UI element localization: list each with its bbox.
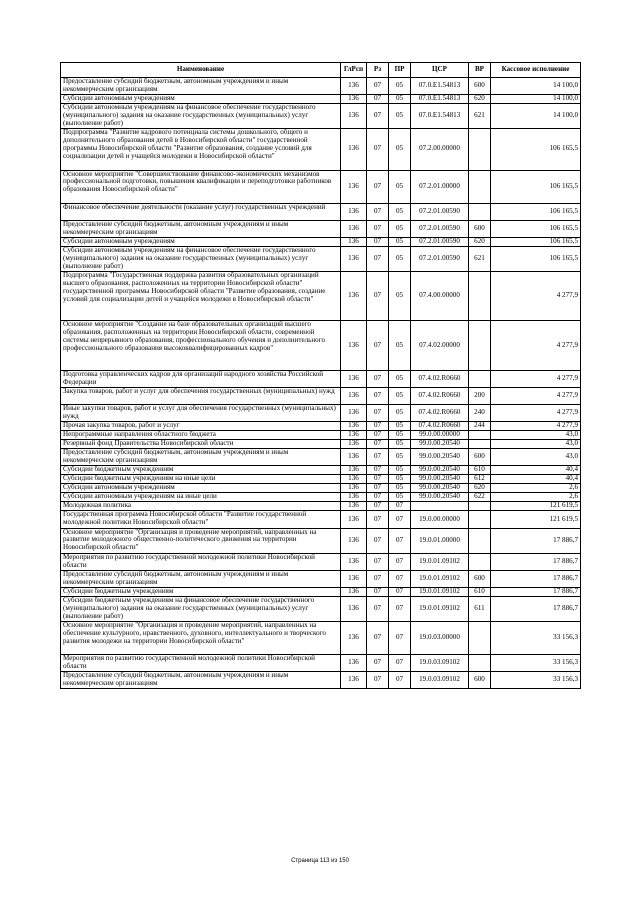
cell-csr: 19.0.01.09102 bbox=[411, 596, 469, 621]
cell-amount: 33 156,3 bbox=[491, 672, 581, 689]
cell-vr: 620 bbox=[469, 95, 491, 104]
cell-glrsp: 136 bbox=[341, 170, 367, 203]
cell-name: Непрограммные направления областного бюджета bbox=[61, 431, 341, 440]
cell-rz: 07 bbox=[367, 220, 389, 237]
cell-pr: 07 bbox=[389, 587, 411, 596]
cell-glrsp: 136 bbox=[341, 655, 367, 672]
cell-csr: 07.2.01.00590 bbox=[411, 246, 469, 271]
cell-amount: 121 619,5 bbox=[491, 502, 581, 511]
cell-name: Подпрограмма "Развитие кадрового потенциала системы дошкольного, общего и дополнительного образования детей в Новосибирской области" государственной программы Новосибирской области "Развитие образования, создание условий для социализации детей и учащейся молодежи в Новосибирской области" bbox=[61, 129, 341, 170]
cell-rz: 07 bbox=[367, 655, 389, 672]
cell-amount: 106 165,5 bbox=[491, 170, 581, 203]
cell-rz: 07 bbox=[367, 570, 389, 587]
cell-vr: 612 bbox=[469, 475, 491, 484]
cell-csr: 19.0.03.00000 bbox=[411, 622, 469, 655]
cell-pr: 05 bbox=[389, 321, 411, 370]
cell-vr: 200 bbox=[469, 387, 491, 404]
cell-pr: 05 bbox=[389, 246, 411, 271]
table-row bbox=[61, 570, 581, 587]
cell-csr: 07.0.E1.54813 bbox=[411, 95, 469, 104]
cell-csr: 19.0.01.00000 bbox=[411, 528, 469, 553]
cell-glrsp: 136 bbox=[341, 431, 367, 440]
table-row bbox=[61, 421, 581, 430]
cell-amount: 106 165,5 bbox=[491, 129, 581, 170]
cell-glrsp: 136 bbox=[341, 502, 367, 511]
header-rz: Рз bbox=[367, 63, 389, 78]
cell-vr: 620 bbox=[469, 237, 491, 246]
cell-glrsp: 136 bbox=[341, 672, 367, 689]
cell-rz: 07 bbox=[367, 502, 389, 511]
cell-name: Предоставление субсидий бюджетным, автономным учреждениям и иным некоммерческим организациям bbox=[61, 78, 341, 95]
cell-pr: 07 bbox=[389, 528, 411, 553]
cell-vr: 600 bbox=[469, 449, 491, 466]
table-row bbox=[61, 78, 581, 95]
budget-table-container bbox=[60, 62, 580, 689]
cell-name: Молодежная политика bbox=[61, 502, 341, 511]
table-row bbox=[61, 493, 581, 502]
cell-name: Основное мероприятие "Организация и проведение мероприятий, направленных на обеспечение культурного, нравственного, духовного, интеллектуального и творческого развития молодежи на территории Новосибирской области" bbox=[61, 622, 341, 655]
cell-glrsp: 136 bbox=[341, 511, 367, 528]
cell-glrsp: 136 bbox=[341, 449, 367, 466]
cell-amount: 43,0 bbox=[491, 449, 581, 466]
cell-amount: 43,0 bbox=[491, 431, 581, 440]
cell-vr bbox=[469, 272, 491, 321]
cell-csr: 19.0.01.09102 bbox=[411, 553, 469, 570]
header-csr: ЦСР bbox=[411, 63, 469, 78]
cell-amount: 121 619,5 bbox=[491, 511, 581, 528]
cell-csr: 19.0.03.09102 bbox=[411, 655, 469, 672]
cell-glrsp: 136 bbox=[341, 528, 367, 553]
cell-csr: 99.0.00.20540 bbox=[411, 484, 469, 493]
cell-glrsp: 136 bbox=[341, 104, 367, 129]
cell-glrsp: 136 bbox=[341, 78, 367, 95]
header-amount: Кассовое исполнение bbox=[491, 63, 581, 78]
cell-rz: 07 bbox=[367, 387, 389, 404]
cell-vr bbox=[469, 622, 491, 655]
cell-glrsp: 136 bbox=[341, 203, 367, 220]
cell-name: Субсидии автономным учреждениям bbox=[61, 484, 341, 493]
table-row bbox=[61, 596, 581, 621]
cell-name: Субсидии бюджетным учреждениям на финансовое обеспечение государственного (муниципального) задания на оказание государственных (муниципальных) услуг (выполнение работ) bbox=[61, 596, 341, 621]
table-row bbox=[61, 672, 581, 689]
table-row bbox=[61, 587, 581, 596]
table-row bbox=[61, 502, 581, 511]
table-row bbox=[61, 622, 581, 655]
cell-rz: 07 bbox=[367, 421, 389, 430]
cell-amount: 4 277,9 bbox=[491, 272, 581, 321]
cell-amount: 4 277,9 bbox=[491, 404, 581, 421]
cell-name: Предоставление субсидий бюджетным, автономным учреждениям и иным некоммерческим организациям bbox=[61, 570, 341, 587]
cell-csr: 19.0.03.09102 bbox=[411, 672, 469, 689]
cell-name: Подготовка управленческих кадров для организаций народного хозяйства Российской Федерации bbox=[61, 370, 341, 387]
cell-glrsp: 136 bbox=[341, 220, 367, 237]
cell-amount: 14 100,0 bbox=[491, 78, 581, 95]
cell-pr: 05 bbox=[389, 431, 411, 440]
cell-pr: 05 bbox=[389, 95, 411, 104]
cell-rz: 07 bbox=[367, 78, 389, 95]
table-row bbox=[61, 431, 581, 440]
cell-vr bbox=[469, 370, 491, 387]
cell-vr: 600 bbox=[469, 570, 491, 587]
cell-vr: 611 bbox=[469, 596, 491, 621]
table-row bbox=[61, 466, 581, 475]
cell-rz: 07 bbox=[367, 596, 389, 621]
table-row bbox=[61, 170, 581, 203]
cell-amount: 106 165,5 bbox=[491, 246, 581, 271]
cell-amount: 17 886,7 bbox=[491, 553, 581, 570]
cell-name: Иные закупки товаров, работ и услуг для обеспечения государственных (муниципальных) нужд bbox=[61, 404, 341, 421]
cell-pr: 05 bbox=[389, 170, 411, 203]
cell-pr: 07 bbox=[389, 553, 411, 570]
cell-amount: 106 165,5 bbox=[491, 237, 581, 246]
cell-amount: 33 156,3 bbox=[491, 622, 581, 655]
table-row bbox=[61, 449, 581, 466]
table-row bbox=[61, 370, 581, 387]
table-row bbox=[61, 387, 581, 404]
cell-vr bbox=[469, 170, 491, 203]
cell-name: Предоставление субсидий бюджетным, автономным учреждениям и иным некоммерческим организациям bbox=[61, 449, 341, 466]
table-row bbox=[61, 272, 581, 321]
table-row bbox=[61, 528, 581, 553]
cell-csr: 19.0.01.09102 bbox=[411, 570, 469, 587]
table-header-row bbox=[61, 63, 581, 78]
cell-glrsp: 136 bbox=[341, 484, 367, 493]
table-row bbox=[61, 484, 581, 493]
cell-pr: 07 bbox=[389, 622, 411, 655]
header-vr: ВР bbox=[469, 63, 491, 78]
cell-vr: 610 bbox=[469, 587, 491, 596]
cell-glrsp: 136 bbox=[341, 570, 367, 587]
cell-amount: 17 886,7 bbox=[491, 570, 581, 587]
cell-rz: 07 bbox=[367, 404, 389, 421]
cell-glrsp: 136 bbox=[341, 272, 367, 321]
table-row bbox=[61, 475, 581, 484]
table-row bbox=[61, 203, 581, 220]
cell-rz: 07 bbox=[367, 622, 389, 655]
cell-vr bbox=[469, 431, 491, 440]
cell-amount: 17 886,7 bbox=[491, 587, 581, 596]
cell-rz: 07 bbox=[367, 466, 389, 475]
cell-rz: 07 bbox=[367, 246, 389, 271]
cell-pr: 05 bbox=[389, 104, 411, 129]
cell-csr: 07.2.01.00590 bbox=[411, 220, 469, 237]
cell-glrsp: 136 bbox=[341, 370, 367, 387]
cell-vr: 240 bbox=[469, 404, 491, 421]
cell-amount: 40,4 bbox=[491, 475, 581, 484]
cell-rz: 07 bbox=[367, 553, 389, 570]
cell-name: Государственная программа Новосибирской области "Развитие государственной молодежной политики Новосибирской области" bbox=[61, 511, 341, 528]
cell-csr: 07.4.02.R0660 bbox=[411, 387, 469, 404]
cell-name: Субсидии автономным учреждениям на иные цели bbox=[61, 493, 341, 502]
cell-glrsp: 136 bbox=[341, 321, 367, 370]
cell-vr: 600 bbox=[469, 672, 491, 689]
cell-glrsp: 136 bbox=[341, 246, 367, 271]
cell-glrsp: 136 bbox=[341, 553, 367, 570]
cell-rz: 07 bbox=[367, 475, 389, 484]
cell-vr: 600 bbox=[469, 220, 491, 237]
cell-name: Прочая закупка товаров, работ и услуг bbox=[61, 421, 341, 430]
cell-csr: 99.0.00.20540 bbox=[411, 493, 469, 502]
cell-csr: 99.0.00.20540 bbox=[411, 440, 469, 449]
cell-csr: 99.0.00.00000 bbox=[411, 431, 469, 440]
cell-name: Предоставление субсидий бюджетным, автономным учреждениям и иным некоммерческим организациям bbox=[61, 220, 341, 237]
cell-pr: 05 bbox=[389, 203, 411, 220]
cell-vr bbox=[469, 129, 491, 170]
cell-vr: 610 bbox=[469, 466, 491, 475]
cell-pr: 05 bbox=[389, 449, 411, 466]
cell-vr: 244 bbox=[469, 421, 491, 430]
cell-csr: 07.4.02.R0660 bbox=[411, 370, 469, 387]
cell-rz: 07 bbox=[367, 484, 389, 493]
cell-csr: 07.2.01.00590 bbox=[411, 203, 469, 220]
cell-name: Субсидии бюджетным учреждениям bbox=[61, 587, 341, 596]
cell-csr: 07.4.02.00000 bbox=[411, 321, 469, 370]
table-row bbox=[61, 404, 581, 421]
cell-glrsp: 136 bbox=[341, 95, 367, 104]
cell-pr: 05 bbox=[389, 129, 411, 170]
cell-csr: 19.0.00.00000 bbox=[411, 511, 469, 528]
cell-vr bbox=[469, 511, 491, 528]
cell-rz: 07 bbox=[367, 672, 389, 689]
cell-name: Подпрограмма "Государственная поддержка развития образовательных организаций высшего образования, расположенных на территории Новосибирской области" государственной программы Новосибирской области "Развитие образования, создание условий для социализации детей и учащейся молодежи в Новосибирской области" bbox=[61, 272, 341, 321]
cell-amount: 43,0 bbox=[491, 440, 581, 449]
table-row bbox=[61, 321, 581, 370]
cell-name: Основное мероприятие "Организация и проведение мероприятий, направленных на развитие молодежного общественно-политического движения на территории Новосибирской области" bbox=[61, 528, 341, 553]
cell-name: Мероприятия по развитию государственной молодежной политики Новосибирской области bbox=[61, 553, 341, 570]
cell-name: Субсидии автономным учреждениям bbox=[61, 95, 341, 104]
cell-amount: 17 886,7 bbox=[491, 596, 581, 621]
cell-pr: 05 bbox=[389, 440, 411, 449]
cell-amount: 4 277,9 bbox=[491, 321, 581, 370]
cell-name: Мероприятия по развитию государственной молодежной политики Новосибирской области bbox=[61, 655, 341, 672]
cell-amount: 4 277,9 bbox=[491, 421, 581, 430]
cell-name: Резервный фонд Правительства Новосибирской области bbox=[61, 440, 341, 449]
table-row bbox=[61, 237, 581, 246]
cell-csr: 99.0.00.20540 bbox=[411, 466, 469, 475]
cell-name: Основное мероприятие "Совершенствование финансово-экономических механизмов профессиональной подготовки, повышения квалификации и переподготовки работников образования Новосибирской области" bbox=[61, 170, 341, 203]
cell-rz: 07 bbox=[367, 170, 389, 203]
cell-vr: 621 bbox=[469, 104, 491, 129]
cell-glrsp: 136 bbox=[341, 587, 367, 596]
table-row bbox=[61, 553, 581, 570]
cell-name: Субсидии автономным учреждениям на финансовое обеспечение государственного (муниципального) задания на оказание государственных (муниципальных) услуг (выполнение работ) bbox=[61, 246, 341, 271]
cell-csr: 07.2.01.00590 bbox=[411, 237, 469, 246]
cell-name: Предоставление субсидий бюджетным, автономным учреждениям и иным некоммерческим организациям bbox=[61, 672, 341, 689]
cell-pr: 05 bbox=[389, 493, 411, 502]
cell-vr bbox=[469, 502, 491, 511]
cell-glrsp: 136 bbox=[341, 466, 367, 475]
cell-csr: 07.0.E1.54813 bbox=[411, 78, 469, 95]
cell-glrsp: 136 bbox=[341, 493, 367, 502]
cell-pr: 05 bbox=[389, 78, 411, 95]
table-row bbox=[61, 511, 581, 528]
cell-pr: 07 bbox=[389, 655, 411, 672]
cell-vr bbox=[469, 655, 491, 672]
cell-name: Закупка товаров, работ и услуг для обеспечения государственных (муниципальных) нужд bbox=[61, 387, 341, 404]
cell-rz: 07 bbox=[367, 237, 389, 246]
cell-vr bbox=[469, 203, 491, 220]
cell-vr: 600 bbox=[469, 78, 491, 95]
cell-pr: 05 bbox=[389, 370, 411, 387]
cell-vr bbox=[469, 553, 491, 570]
cell-csr: 07.4.02.R0660 bbox=[411, 404, 469, 421]
cell-rz: 07 bbox=[367, 203, 389, 220]
cell-name: Субсидии бюджетным учреждениям на иные цели bbox=[61, 475, 341, 484]
cell-csr: 99.0.00.20540 bbox=[411, 449, 469, 466]
cell-rz: 07 bbox=[367, 493, 389, 502]
cell-pr: 05 bbox=[389, 237, 411, 246]
cell-vr bbox=[469, 528, 491, 553]
table-row bbox=[61, 246, 581, 271]
cell-name: Субсидии автономным учреждениям bbox=[61, 237, 341, 246]
table-row bbox=[61, 655, 581, 672]
cell-amount: 17 886,7 bbox=[491, 528, 581, 553]
cell-glrsp: 136 bbox=[341, 440, 367, 449]
cell-glrsp: 136 bbox=[341, 421, 367, 430]
cell-csr: 07.0.E1.54813 bbox=[411, 104, 469, 129]
cell-pr: 07 bbox=[389, 502, 411, 511]
cell-rz: 07 bbox=[367, 449, 389, 466]
cell-pr: 05 bbox=[389, 404, 411, 421]
cell-amount: 14 100,0 bbox=[491, 104, 581, 129]
cell-csr bbox=[411, 502, 469, 511]
cell-amount: 2,6 bbox=[491, 484, 581, 493]
cell-glrsp: 136 bbox=[341, 387, 367, 404]
cell-glrsp: 136 bbox=[341, 622, 367, 655]
cell-glrsp: 136 bbox=[341, 475, 367, 484]
cell-pr: 07 bbox=[389, 570, 411, 587]
cell-name: Основное мероприятие "Создание на базе образовательных организаций высшего образования, расположенных на территории Новосибирской области, современной системы непрерывного образования, профессионального обучения и дополнительного профессионального образования высококвалифицированных кадров" bbox=[61, 321, 341, 370]
cell-amount: 14 100,0 bbox=[491, 95, 581, 104]
cell-vr bbox=[469, 440, 491, 449]
cell-csr: 07.4.00.00000 bbox=[411, 272, 469, 321]
cell-csr: 99.0.00.20540 bbox=[411, 475, 469, 484]
cell-rz: 07 bbox=[367, 431, 389, 440]
cell-pr: 05 bbox=[389, 421, 411, 430]
cell-amount: 40,4 bbox=[491, 466, 581, 475]
budget-table bbox=[60, 62, 581, 689]
table-body bbox=[61, 78, 581, 689]
cell-pr: 07 bbox=[389, 596, 411, 621]
cell-amount: 106 165,5 bbox=[491, 220, 581, 237]
cell-pr: 05 bbox=[389, 466, 411, 475]
cell-glrsp: 136 bbox=[341, 404, 367, 421]
header-glrsp: ГлРсп bbox=[341, 63, 367, 78]
cell-vr: 622 bbox=[469, 493, 491, 502]
cell-amount: 106 165,5 bbox=[491, 203, 581, 220]
cell-rz: 07 bbox=[367, 370, 389, 387]
table-row bbox=[61, 104, 581, 129]
cell-pr: 07 bbox=[389, 511, 411, 528]
cell-pr: 05 bbox=[389, 484, 411, 493]
cell-csr: 07.4.02.R0660 bbox=[411, 421, 469, 430]
cell-pr: 05 bbox=[389, 272, 411, 321]
cell-pr: 07 bbox=[389, 672, 411, 689]
cell-vr bbox=[469, 321, 491, 370]
table-row bbox=[61, 220, 581, 237]
cell-rz: 07 bbox=[367, 528, 389, 553]
table-row bbox=[61, 440, 581, 449]
header-pr: ПР bbox=[389, 63, 411, 78]
table-row bbox=[61, 129, 581, 170]
cell-glrsp: 136 bbox=[341, 129, 367, 170]
cell-glrsp: 136 bbox=[341, 596, 367, 621]
cell-vr: 620 bbox=[469, 484, 491, 493]
cell-rz: 07 bbox=[367, 511, 389, 528]
cell-rz: 07 bbox=[367, 129, 389, 170]
cell-glrsp: 136 bbox=[341, 237, 367, 246]
cell-amount: 4 277,9 bbox=[491, 370, 581, 387]
cell-pr: 05 bbox=[389, 387, 411, 404]
cell-vr: 621 bbox=[469, 246, 491, 271]
cell-name: Субсидии бюджетным учреждениям bbox=[61, 466, 341, 475]
cell-rz: 07 bbox=[367, 321, 389, 370]
cell-rz: 07 bbox=[367, 440, 389, 449]
cell-amount: 4 277,9 bbox=[491, 387, 581, 404]
cell-csr: 19.0.01.09102 bbox=[411, 587, 469, 596]
header-name: Наименование bbox=[61, 63, 341, 78]
cell-rz: 07 bbox=[367, 104, 389, 129]
cell-csr: 07.2.01.00000 bbox=[411, 170, 469, 203]
cell-name: Субсидии автономным учреждениям на финансовое обеспечение государственного (муниципального) задания на оказание государственных (муниципальных) услуг (выполнение работ) bbox=[61, 104, 341, 129]
cell-pr: 05 bbox=[389, 475, 411, 484]
cell-pr: 05 bbox=[389, 220, 411, 237]
page-number: Страница 113 из 150 bbox=[291, 858, 349, 864]
cell-name: Финансовое обеспечение деятельности (оказание услуг) государственных учреждений bbox=[61, 203, 341, 220]
cell-csr: 07.2.00.00000 bbox=[411, 129, 469, 170]
cell-amount: 33 156,3 bbox=[491, 655, 581, 672]
cell-rz: 07 bbox=[367, 95, 389, 104]
cell-rz: 07 bbox=[367, 272, 389, 321]
table-row bbox=[61, 95, 581, 104]
cell-rz: 07 bbox=[367, 587, 389, 596]
cell-amount: 2,6 bbox=[491, 493, 581, 502]
